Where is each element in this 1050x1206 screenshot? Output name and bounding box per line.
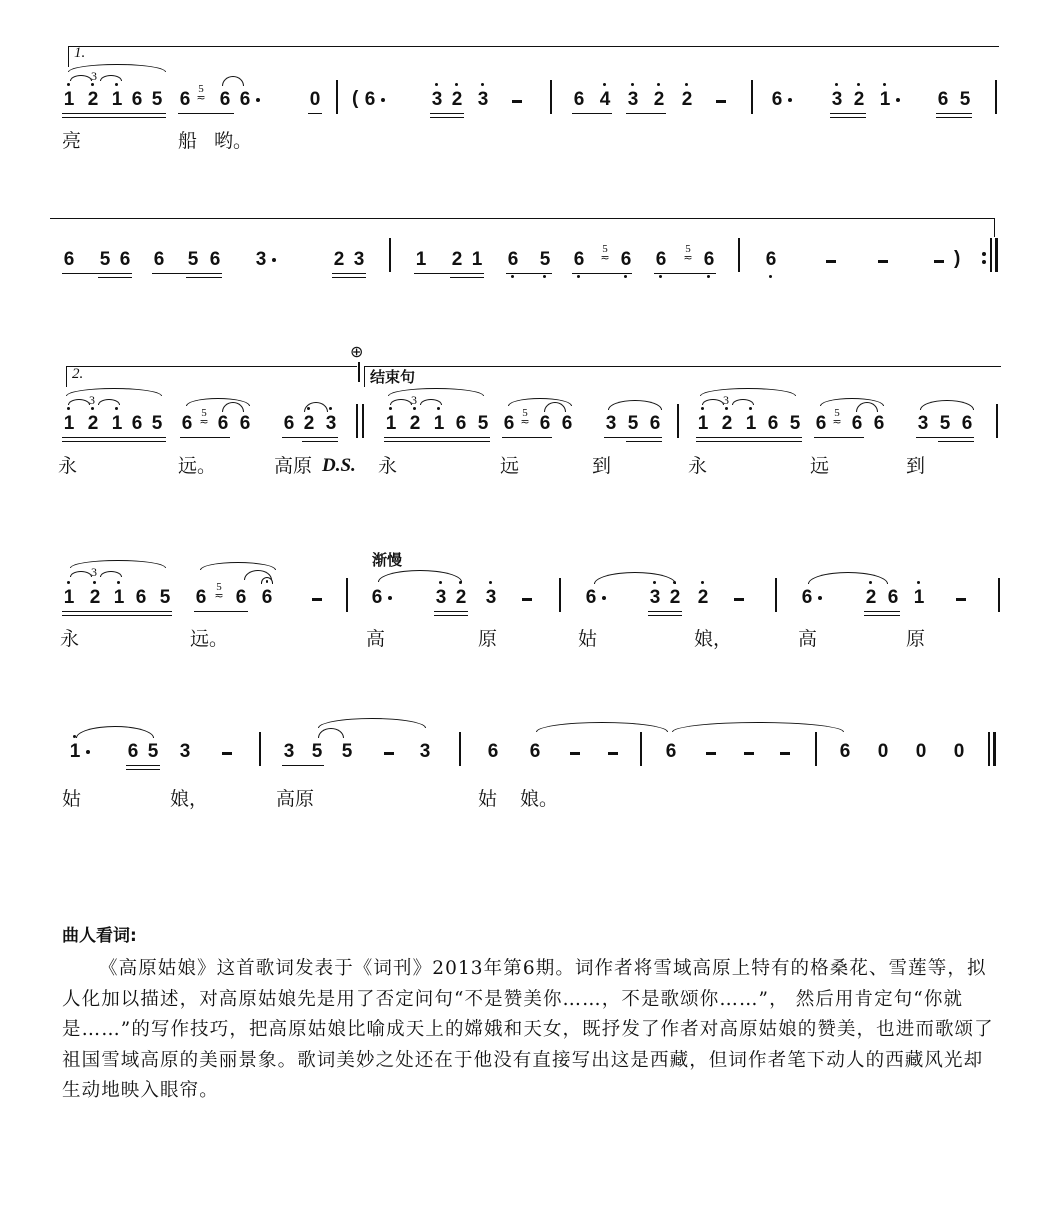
note: 6 (937, 89, 949, 110)
note: 6 (839, 741, 851, 762)
augmentation-dot (818, 596, 822, 600)
note: 3 (626, 90, 640, 110)
note: 1 (112, 588, 126, 608)
beam (414, 273, 484, 274)
tie (318, 728, 344, 738)
beam (696, 437, 802, 438)
note: 2 (454, 588, 468, 608)
dash (780, 752, 790, 755)
barline (775, 578, 777, 612)
grace-note: 5 ≂ (683, 243, 693, 264)
augmentation-dot (788, 98, 792, 102)
augmentation-dot (388, 596, 392, 600)
note: 6 (217, 413, 229, 434)
barline (996, 404, 998, 438)
final-barline (988, 732, 996, 766)
note: 2 (302, 414, 316, 434)
barline (346, 578, 348, 612)
lyric: 姑 (478, 788, 498, 810)
dash (826, 260, 836, 263)
slur (808, 572, 888, 584)
note: 6 (364, 89, 376, 110)
note: 1 (62, 588, 76, 608)
volta-bracket-1-continued (50, 218, 995, 237)
beam (332, 273, 366, 274)
note: 3 (419, 741, 431, 762)
beam (864, 611, 900, 612)
note: 3 (430, 90, 444, 110)
beam (308, 113, 322, 114)
grace-note: 5 ≂ (214, 581, 224, 602)
grace-note: 5 ≂ (520, 407, 530, 428)
beam (152, 273, 222, 274)
barline (459, 732, 461, 766)
triplet-mark: 3 (723, 393, 729, 407)
note: 6 (801, 587, 813, 608)
note: 1 (62, 90, 76, 110)
lyric: 高 (798, 628, 818, 650)
beam (126, 769, 160, 770)
beam (430, 117, 464, 118)
beam (384, 441, 490, 442)
note: 2 (852, 90, 866, 110)
barline (995, 80, 997, 114)
dash (522, 598, 532, 601)
grace-note: 5 ≂ (196, 83, 206, 104)
dash (312, 598, 322, 601)
note: 1 (62, 414, 76, 434)
ds-marking: D.S. (322, 455, 356, 476)
note: 6 (135, 587, 147, 608)
beam (936, 113, 972, 114)
lyric: 高 (366, 628, 386, 650)
lyric: 亮 (62, 130, 82, 152)
lyric: 永 (378, 455, 398, 477)
rest: 0 (309, 89, 321, 110)
note: 6 (961, 413, 973, 434)
beam (626, 441, 662, 442)
note: 6 (764, 250, 778, 270)
note: 5 (959, 89, 971, 110)
beam (62, 611, 172, 612)
tie (222, 76, 244, 86)
note: 6 (131, 413, 143, 434)
dash (744, 752, 754, 755)
beam (282, 765, 324, 766)
beam (62, 117, 166, 118)
note: 1 (384, 414, 398, 434)
parenthesis-open: ( (352, 88, 359, 109)
tie (672, 722, 844, 732)
note: 6 (649, 413, 661, 434)
note: 3 (324, 414, 338, 434)
beam (572, 113, 612, 114)
beam (450, 277, 484, 278)
note: 6 (539, 413, 551, 434)
beam (126, 765, 160, 766)
note: 2 (450, 90, 464, 110)
note: 3 (283, 741, 295, 762)
note: 6 (283, 413, 295, 434)
note: 6 (619, 250, 633, 270)
beam (62, 273, 132, 274)
coda-sign: ⊕ (350, 342, 364, 361)
beam (62, 113, 166, 114)
note: 5 (187, 249, 199, 270)
note: 2 (408, 414, 422, 434)
lyric: 姑 (578, 628, 598, 650)
beam (572, 273, 632, 274)
lyric: 姑 (62, 788, 82, 810)
beam (434, 615, 468, 616)
note: 3 (830, 90, 844, 110)
note: 2 (668, 588, 682, 608)
note: 3 (476, 90, 490, 110)
triplet-mark: 3 (91, 565, 97, 579)
beam (62, 615, 172, 616)
slur (920, 400, 974, 410)
lyric: 高原 (274, 455, 313, 477)
note: 5 (939, 413, 951, 434)
slur (608, 400, 662, 410)
beam (936, 117, 972, 118)
note: 6 (573, 89, 585, 110)
lyric: 远。 (190, 628, 229, 650)
note: 5 (538, 250, 552, 270)
triplet-slur-right (98, 399, 120, 405)
repeat-dots (982, 248, 986, 268)
beam (626, 113, 666, 114)
note: 3 (917, 413, 929, 434)
beam (98, 277, 132, 278)
lyric: 娘， (694, 628, 733, 650)
slur (594, 572, 676, 584)
note: 5 (147, 741, 159, 762)
lyric: 远。 (178, 455, 217, 477)
triplet-slur-right (100, 75, 122, 81)
beam (180, 437, 230, 438)
note: 1 (415, 249, 427, 270)
grace-note: 5 ≂ (832, 407, 842, 428)
grace-note: 5 ≂ (199, 407, 209, 428)
beam (604, 437, 662, 438)
commentary-section (62, 920, 1002, 1107)
barline (389, 238, 391, 272)
volta-bracket-1 (68, 46, 999, 67)
dash (716, 100, 726, 103)
note: 2 (88, 588, 102, 608)
beam (430, 113, 464, 114)
note: 1 (432, 414, 446, 434)
note: 2 (864, 588, 878, 608)
beam (916, 437, 974, 438)
rest: 0 (915, 741, 927, 762)
beam (302, 441, 338, 442)
note: 6 (195, 587, 207, 608)
note: 6 (815, 413, 827, 434)
barline (259, 732, 261, 766)
note: 6 (209, 249, 221, 270)
beam (434, 611, 468, 612)
barline (815, 732, 817, 766)
barline (550, 80, 552, 114)
barline (738, 238, 740, 272)
beam (384, 437, 490, 438)
beam (648, 611, 682, 612)
note: 5 (789, 413, 801, 434)
volta-bracket-2 (66, 366, 357, 387)
note: 6 (63, 249, 75, 270)
rest: 0 (877, 741, 889, 762)
note: 5 (151, 413, 163, 434)
barline (336, 80, 338, 114)
phrase-slur (388, 388, 484, 396)
note: 2 (333, 249, 345, 270)
note: 2 (86, 90, 100, 110)
volta-label-1: 1. (74, 45, 86, 61)
rest: 0 (953, 741, 965, 762)
note: 6 (702, 250, 716, 270)
beam (938, 441, 974, 442)
beam (62, 441, 166, 442)
note: 6 (119, 249, 131, 270)
commentary-heading: 曲人看词: (62, 926, 137, 946)
beam (830, 113, 866, 114)
dash (734, 598, 744, 601)
grace-note: 5 ≂ (600, 243, 610, 264)
lyric: 远 (810, 455, 830, 477)
note: 6 (131, 89, 143, 110)
lyric: 哟。 (214, 130, 253, 152)
dash (934, 260, 944, 263)
note: 6 (179, 89, 191, 110)
note: 6 (261, 587, 273, 608)
dash (878, 260, 888, 263)
note: 6 (371, 587, 383, 608)
augmentation-dot (896, 98, 900, 102)
note: 2 (720, 414, 734, 434)
triplet-slur-right (420, 399, 442, 405)
barline (677, 404, 679, 438)
augmentation-dot (86, 750, 90, 754)
lyric: 船 (178, 130, 198, 152)
phrase-slur (66, 388, 162, 396)
lyric: 永 (60, 628, 80, 650)
note: 6 (887, 587, 899, 608)
note: 6 (851, 413, 863, 434)
note: 3 (179, 741, 191, 762)
lyric: 高原 (276, 788, 315, 810)
coda-divider (358, 362, 360, 382)
dash (706, 752, 716, 755)
note: 3 (434, 588, 448, 608)
parenthesis-close: ) (954, 248, 961, 269)
tempo-mark-ritardando: 渐慢 (372, 551, 403, 569)
note: 6 (487, 741, 499, 762)
note: 2 (652, 90, 666, 110)
beam (814, 437, 864, 438)
lyric: 原 (906, 628, 926, 650)
dash (384, 752, 394, 755)
ending-section-label: 结束句 (370, 368, 416, 386)
note: 1 (878, 90, 892, 110)
barline (559, 578, 561, 612)
lyric: 娘， (170, 788, 209, 810)
note: 5 (477, 413, 489, 434)
triplet-slur-left (70, 75, 92, 81)
note: 5 (151, 89, 163, 110)
triplet-mark: 3 (411, 393, 417, 407)
double-barline (356, 404, 364, 438)
note: 6 (503, 413, 515, 434)
note: 2 (86, 414, 100, 434)
triplet-slur-left (70, 571, 92, 577)
beam (194, 611, 248, 612)
note: 6 (585, 587, 597, 608)
tie (536, 722, 668, 732)
triplet-slur-right (100, 571, 122, 577)
beam (648, 615, 682, 616)
lyric: 娘。 (520, 788, 559, 810)
fermata (261, 577, 273, 584)
phrase-slur (318, 718, 426, 728)
beam (332, 277, 366, 278)
note: 5 (627, 413, 639, 434)
beam (502, 437, 552, 438)
note: 2 (696, 588, 710, 608)
note: 6 (239, 89, 251, 110)
triplet-slur-left (390, 399, 412, 405)
note: 1 (744, 414, 758, 434)
slur (76, 726, 154, 738)
lyric: 原 (478, 628, 498, 650)
note: 6 (153, 249, 165, 270)
note: 3 (255, 249, 267, 270)
note: 6 (767, 413, 779, 434)
note: 6 (665, 741, 677, 762)
lyric: 远 (500, 455, 520, 477)
phrase-slur (200, 562, 276, 570)
dash (512, 100, 522, 103)
beam (178, 113, 234, 114)
note: 6 (529, 741, 541, 762)
note: 2 (680, 90, 694, 110)
beam (830, 117, 866, 118)
note: 6 (561, 413, 573, 434)
triplet-mark: 3 (91, 69, 97, 83)
augmentation-dot (272, 258, 276, 262)
barline (751, 80, 753, 114)
slur (378, 570, 462, 582)
note: 1 (110, 90, 124, 110)
triplet-slur-right (732, 399, 754, 405)
note: 3 (648, 588, 662, 608)
lyric: 到 (592, 455, 612, 477)
lyric: 永 (58, 455, 78, 477)
note: 5 (311, 741, 323, 762)
note: 3 (605, 413, 617, 434)
barline (640, 732, 642, 766)
note: 6 (654, 250, 668, 270)
beam (696, 441, 802, 442)
triplet-slur-left (68, 399, 90, 405)
repeat-end-barline (990, 238, 998, 272)
beam (654, 273, 716, 274)
note: 3 (353, 249, 365, 270)
lyric: 到 (906, 455, 926, 477)
note: 6 (219, 89, 231, 110)
note: 6 (181, 413, 193, 434)
augmentation-dot (256, 98, 260, 102)
commentary-paragraph: 《高原姑娘》这首歌词发表于《词刊》2013年第6期。词作者将雪域高原上特有的格桑花、雪莲等，拟人化加以描述，对高原姑娘先是用了否定问句“不是赞美你……，不是歌颂你……”， 然后用肯定句“你就是……”的写作技巧，把高原姑娘比喻成天上的嫦娥和天女，既抒发了作者对高原姑娘的赞美，也进而歌颂了祖国雪域高原的美丽景象。歌词美妙之处还在于他没有直接写出这是西藏，但词作者笔下动人的西藏风光却生动地映入眼帘。 (62, 958, 994, 1101)
beam (62, 437, 166, 438)
note: 6 (572, 250, 586, 270)
phrase-slur (70, 560, 166, 568)
phrase-slur (700, 388, 796, 396)
note: 1 (110, 414, 124, 434)
beam (506, 273, 552, 274)
beam (186, 277, 222, 278)
note: 6 (771, 89, 783, 110)
note: 1 (68, 742, 82, 762)
note: 1 (471, 249, 483, 270)
ending-section-bracket (364, 366, 1001, 387)
note: 5 (341, 741, 353, 762)
augmentation-dot (602, 596, 606, 600)
note: 6 (455, 413, 467, 434)
note: 5 (99, 249, 111, 270)
note: 2 (451, 249, 463, 270)
dash (608, 752, 618, 755)
augmentation-dot (381, 98, 385, 102)
volta-label-2: 2. (72, 366, 84, 382)
dash (222, 752, 232, 755)
lyric: 永 (688, 455, 708, 477)
note: 6 (127, 741, 139, 762)
beam (864, 615, 900, 616)
triplet-mark: 3 (89, 393, 95, 407)
note: 1 (912, 588, 926, 608)
note: 4 (598, 90, 612, 110)
note: 6 (235, 587, 247, 608)
note: 6 (239, 413, 251, 434)
dash (956, 598, 966, 601)
note: 5 (159, 587, 171, 608)
beam (282, 437, 338, 438)
dash (570, 752, 580, 755)
note: 1 (696, 414, 710, 434)
note: 3 (484, 588, 498, 608)
note: 6 (506, 250, 520, 270)
note: 6 (873, 413, 885, 434)
triplet-slur-left (702, 399, 724, 405)
barline (998, 578, 1000, 612)
